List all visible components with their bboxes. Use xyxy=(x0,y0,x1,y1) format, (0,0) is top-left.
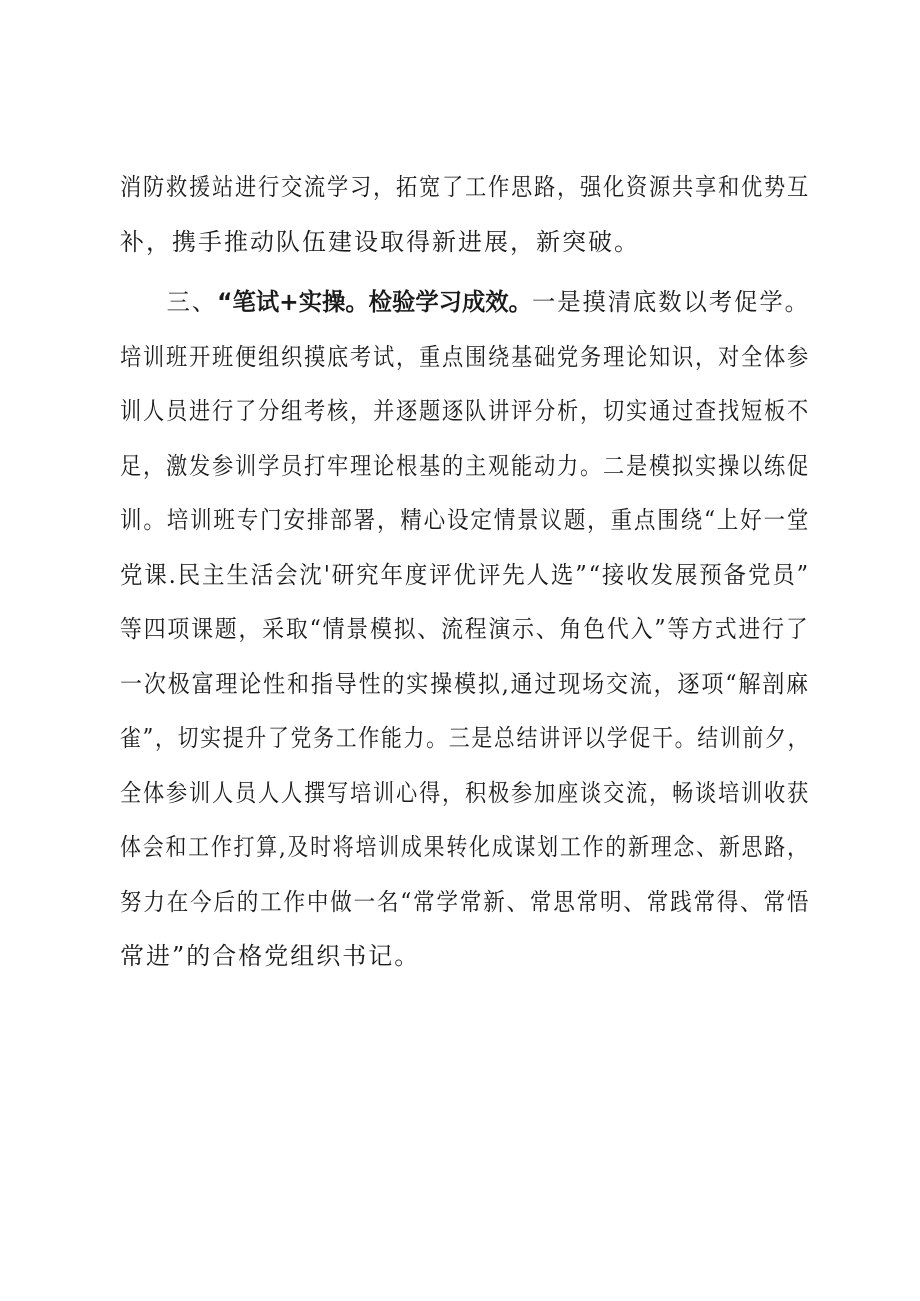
document-page xyxy=(120,160,810,984)
paragraph2-line-5: 党课.民主生活会沈'研究年度评优评先人选”“接收发展预备党员” xyxy=(120,560,811,589)
paragraph2-line-2: 训人员进行了分组考核，并逐题逐队讲评分析，切实通过查找短板不 xyxy=(120,397,810,425)
section-number: 三、 xyxy=(166,288,218,316)
paragraph2-line-4: 训。培训班专门安排部署，精心设定情景议题，重点围绕“上好一堂 xyxy=(120,506,811,534)
paragraph1-line-2: 补，携手推动队伍建设取得新进展，新突破。 xyxy=(120,227,640,256)
paragraph2-line-1: 培训班开班便组织摸底考试，重点围绕基础党务理论知识，对全体参 xyxy=(120,342,810,371)
paragraph2-line-9: 全体参训人员人人撰写培训心得，积极参加座谈交流，畅谈培训收获 xyxy=(120,778,810,807)
paragraph2-line-3: 足，激发参训学员打牢理论根基的主观能动力。二是模拟实操以练促 xyxy=(120,451,810,480)
paragraph1-line-1: 消防救援站进行交流学习，拓宽了工作思路，强化资源共享和优势互 xyxy=(120,173,810,201)
paragraph2-line-11: 努力在今后的工作中做一名“常学常新、常思常明、常践常得、常悟 xyxy=(120,887,811,916)
paragraph2-line-6: 等四项课题，采取“情景模拟、流程演示、角色代入”等方式进行了 xyxy=(120,615,810,643)
paragraph2-line-12: 常进”的合格党组织书记。 xyxy=(120,942,421,970)
section-heading-bold: “笔试+实操。检验学习成效。 xyxy=(217,288,532,316)
paragraph2-line-10: 体会和工作打算,及时将培训成果转化成谋划工作的新理念、新思路， xyxy=(120,833,810,861)
paragraph2-line-7: 一次极富理论性和指导性的实操模拟,通过现场交流，逐项“解剖麻 xyxy=(120,669,810,698)
section-heading-line xyxy=(120,275,810,330)
section-heading-rest: 一是摸清底数以考促学。 xyxy=(531,288,810,316)
paragraph2-line-8: 雀”，切实提升了党务工作能力。三是总结讲评以学促干。结训前夕， xyxy=(120,724,811,752)
